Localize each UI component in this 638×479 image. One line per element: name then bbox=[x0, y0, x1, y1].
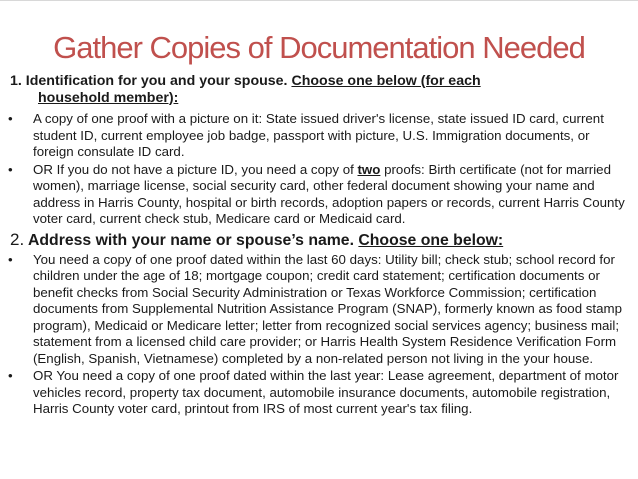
section-2-number: 2. bbox=[10, 229, 25, 249]
section-2-instruction: Choose one below: bbox=[358, 231, 504, 249]
bullet-text: You need a copy of one proof dated within the last 60 days: Utility bill; check stub; school record for children under the age of 18; mortgage coupon; credit card statement; certification documents or benefit checks from Social Security Administration or Texas Workforce Commission; certification documents from Supplemental Nutrition Assistance Program (SNAP), formerly known as food stamp program), Medicaid or Medicare letter; letter from recognized social services agency; business mail; statement from a licensed child care provider; or Harris Health System Residence Verification Form (English, Spanish, Vietnamese) completed by a non-related person not living in the your house. bbox=[33, 251, 622, 366]
section-1-number: 1. bbox=[10, 73, 22, 89]
section-1-bullet bbox=[10, 111, 632, 161]
section-2-heading-text: Address with your name or spouse’s name. bbox=[28, 231, 354, 249]
section-2-bullet bbox=[10, 368, 632, 418]
section-1-heading-text: Identification for you and your spouse. bbox=[25, 73, 288, 89]
bullet-marker: • bbox=[8, 368, 13, 383]
bullet-text: OR You need a copy of one proof dated within the last year: Lease agreement, department of motor vehicles record, property tax document, automobile insurance documents, automobile registration, Harris County voter card, printout from IRS of most current year's tax filing. bbox=[33, 368, 619, 416]
bullet-text-post: proofs: Birth certificate (not for married women), marriage license, social security card, other federal document showing your name and address in Harris County, hospital or birth records, adoption papers or records, current Harris County voter card, current check stub, Medicare card or Medicaid card. bbox=[33, 161, 625, 226]
section-1-instruction-cont: household member): bbox=[38, 89, 179, 106]
section-1-bullet bbox=[10, 162, 632, 228]
section-1-instruction: Choose one below (for each bbox=[291, 73, 481, 89]
slide-body bbox=[10, 73, 632, 419]
section-1-heading bbox=[10, 73, 632, 106]
bullet-marker: • bbox=[8, 251, 13, 267]
emphasis-two: two bbox=[357, 161, 381, 177]
top-divider bbox=[0, 0, 638, 1]
bullet-marker: • bbox=[8, 111, 13, 126]
bullet-text bbox=[21, 162, 632, 228]
bullet-marker: • bbox=[8, 161, 13, 177]
section-2-bullet bbox=[10, 252, 632, 368]
bullet-text: A copy of one proof with a picture on it: State issued driver's license, state issued ID card, current student ID, current employee job badge, passport with picture, U.S. Immigration documents, or foreign consulate ID card. bbox=[33, 111, 604, 159]
slide-title: Gather Copies of Documentation Needed bbox=[53, 30, 585, 65]
section-2-heading bbox=[10, 230, 632, 250]
bullet-text-pre: OR If you do not have a picture ID, you need a copy of bbox=[33, 161, 358, 177]
